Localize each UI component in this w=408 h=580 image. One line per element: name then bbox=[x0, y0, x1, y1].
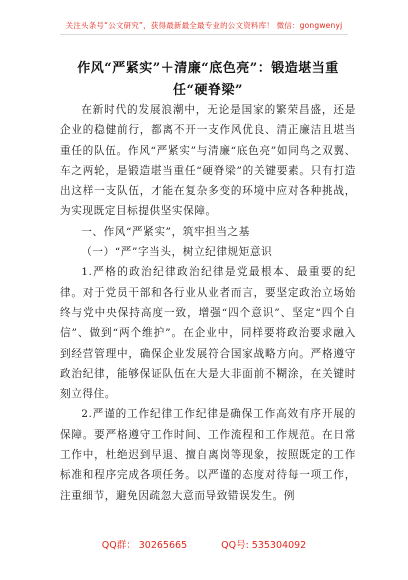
header-watermark-note: 关注头条号“公文研究”，获得最新最全最专业的公文资料库！ 微信：gongwenyj bbox=[65, 21, 343, 30]
subsection-heading-1: （一）“严”字当头，树立纪律规矩意识 bbox=[81, 246, 273, 259]
section-heading-1: 一、作风“严紧实”，筑牢担当之基 bbox=[81, 225, 250, 238]
paragraph-work-discipline: 2.严谨的工作纪律工作纪律是确保工作高效有序开展的保障。要严格遵守工作时间、工作流程和工作规范。在日常工作中，杜绝迟到早退、擅自离岗等现象，按照既定的工作标准和程序完成各项任务。以严谨的态度对待每一项工作，注重细节，避免因疏忽大意而导致错误发生。例 bbox=[60, 408, 356, 502]
paragraph-political-discipline: 1.严格的政治纪律政治纪律是党最根本、最重要的纪律。对于党员干部和各行业从业者而言，要坚定政治立场始终与党中央保持高度一致，增强“四个意识”、坚定“四个自信”、做到“两个维护”。在企业中，同样要将政治要求融入到经营管理中，确保企业发展符合国家战略方向。严格遵守政治纪律，能够保证队伍在大是大非面前不糊涂，在关键时刻立得住。 bbox=[60, 266, 356, 401]
paragraph-intro: 在新时代的发展浪潮中，无论是国家的繁荣昌盛，还是企业的稳健前行，都离不开一支作风优良、清正廉洁且堪当重任的队伍。作风“严紧实”与清廉“底色亮”如同鸟之双翼、车之两轮，是锻造堪当重任“硬脊梁”的关键要素。只有打造出这样一支队伍，才能在复杂多变的环境中应对各种挑战，为实现既定目标提供坚实保障。 bbox=[60, 104, 356, 218]
header-divider bbox=[60, 34, 348, 35]
footer-qq-number: QQ号: 535304092 bbox=[221, 540, 307, 551]
footer-contact bbox=[0, 537, 408, 551]
document-title: 作风“严紧实”＋清廉“底色亮”：锻造堪当重任“硬脊梁” bbox=[77, 61, 339, 98]
document-body bbox=[60, 100, 356, 506]
footer-qq-group: QQ群： 30265665 bbox=[101, 540, 188, 551]
